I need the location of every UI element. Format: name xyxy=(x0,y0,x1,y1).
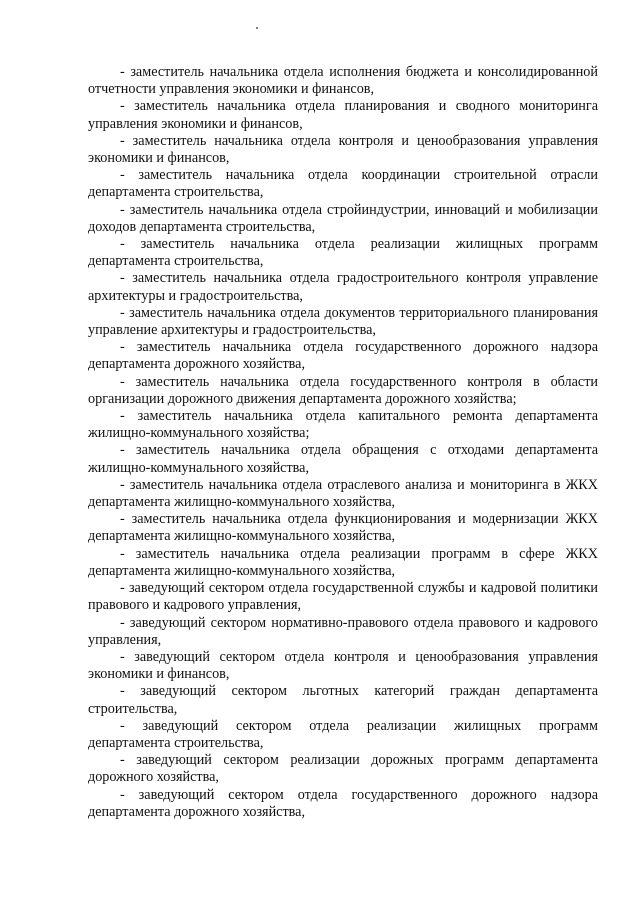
list-item: - заведующий сектором льготных категорий граждан департамента строительства, xyxy=(88,683,598,717)
list-item: - заместитель начальника отдела государственного дорожного надзора департамента дорожного хозяйства, xyxy=(88,339,598,373)
list-item: - заведующий сектором нормативно-правового отдела правового и кадрового управления, xyxy=(88,614,598,648)
scan-dot-mark xyxy=(256,27,258,29)
list-item: - заместитель начальника отдела документов территориального планирования управление архитектуры и градостроительства, xyxy=(88,304,598,339)
list-item: - заместитель начальника отдела отраслевого анализа и мониторинга в ЖКХ департамента жилищно-коммунального хозяйства, xyxy=(88,476,598,511)
position-list xyxy=(88,64,598,821)
list-item: - заведующий сектором отдела государственной службы и кадровой политики правового и кадрового управления, xyxy=(88,580,598,614)
list-item: - заместитель начальника отдела обращения с отходами департамента жилищно-коммунального хозяйства, xyxy=(88,442,598,476)
list-item: - заведующий сектором отдела реализации жилищных программ департамента строительства, xyxy=(88,717,598,751)
list-item: - заместитель начальника отдела координации строительной отрасли департамента строительства, xyxy=(88,167,598,201)
list-item: - заведующий сектором реализации дорожных программ департамента дорожного хозяйства, xyxy=(88,752,598,786)
list-item: - заместитель начальника отдела стройиндустрии, инноваций и мобилизации доходов департамента строительства, xyxy=(88,201,598,235)
list-item: - заместитель начальника отдела градостроительного контроля управление архитектуры и градостроительства, xyxy=(88,270,598,304)
list-item: - заместитель начальника отдела капитального ремонта департамента жилищно-коммунального хозяйства; xyxy=(88,408,598,442)
list-item: - заместитель начальника отдела контроля и ценообразования управления экономики и финансов, xyxy=(88,132,598,167)
list-item: - заместитель начальника отдела реализации программ в сфере ЖКХ департамента жилищно-коммунального хозяйства, xyxy=(88,545,598,579)
list-item: - заведующий сектором отдела государственного дорожного надзора департамента дорожного хозяйства, xyxy=(88,786,598,820)
list-item: - заместитель начальника отдела исполнения бюджета и консолидированной отчетности управления экономики и финансов, xyxy=(88,64,598,98)
list-item: - заместитель начальника отдела планирования и сводного мониторинга управления экономики и финансов, xyxy=(88,98,598,132)
list-item: - заместитель начальника отдела функционирования и модернизации ЖКХ департамента жилищно-коммунального хозяйства, xyxy=(88,511,598,545)
list-item: - заведующий сектором отдела контроля и ценообразования управления экономики и финансов, xyxy=(88,648,598,683)
list-item: - заместитель начальника отдела реализации жилищных программ департамента строительства, xyxy=(88,236,598,270)
list-item: - заместитель начальника отдела государственного контроля в области организации дорожного движения департамента дорожного хозяйства; xyxy=(88,373,598,407)
